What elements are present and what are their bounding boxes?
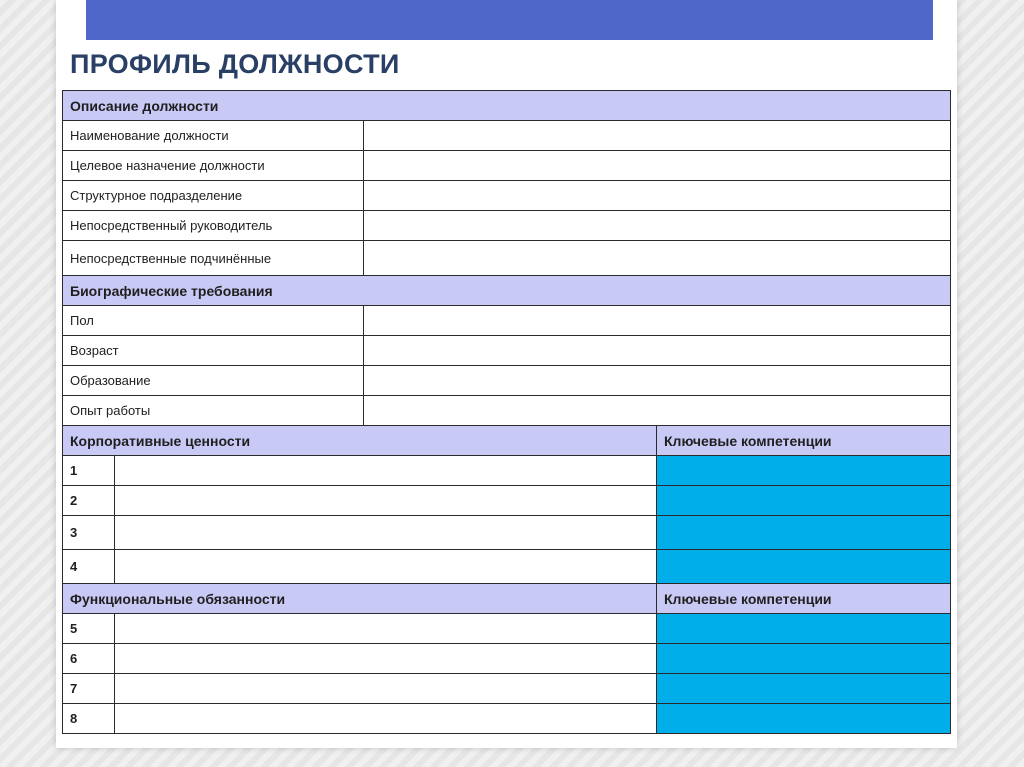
field-label-department: Структурное подразделение (63, 181, 364, 211)
competency-cell[interactable] (657, 516, 951, 550)
field-label-gender: Пол (63, 306, 364, 336)
field-value-education[interactable] (364, 366, 951, 396)
field-label-subordinates: Непосредственные подчинённые (63, 241, 364, 276)
duty-cell[interactable] (115, 704, 657, 734)
competency-cell[interactable] (657, 614, 951, 644)
competency-cell[interactable] (657, 486, 951, 516)
table-row (63, 241, 951, 276)
row-number: 2 (63, 486, 115, 516)
page-title: ПРОФИЛЬ ДОЛЖНОСТИ (70, 49, 400, 79)
field-label-experience: Опыт работы (63, 396, 364, 426)
competency-cell[interactable] (657, 644, 951, 674)
field-value-age[interactable] (364, 336, 951, 366)
section-header-row (63, 584, 951, 614)
table-row (63, 211, 951, 241)
field-value-subordinates[interactable] (364, 241, 951, 276)
section-header-row (63, 276, 951, 306)
field-label-position-purpose: Целевое назначение должности (63, 151, 364, 181)
field-value-manager[interactable] (364, 211, 951, 241)
table-row (63, 486, 951, 516)
row-number: 1 (63, 456, 115, 486)
table-row (63, 516, 951, 550)
competency-cell[interactable] (657, 674, 951, 704)
section-header-competencies: Ключевые компетенции (657, 584, 951, 614)
field-label-education: Образование (63, 366, 364, 396)
table-row (63, 396, 951, 426)
table-row (63, 306, 951, 336)
table-row (63, 456, 951, 486)
section-header-bio: Биографические требования (63, 276, 951, 306)
table-row (63, 181, 951, 211)
table-row (63, 151, 951, 181)
field-value-department[interactable] (364, 181, 951, 211)
field-value-experience[interactable] (364, 396, 951, 426)
value-cell[interactable] (115, 516, 657, 550)
section-header-competencies: Ключевые компетенции (657, 426, 951, 456)
duty-cell[interactable] (115, 644, 657, 674)
field-label-age: Возраст (63, 336, 364, 366)
table-row (63, 336, 951, 366)
section-header-duties: Функциональные обязанности (63, 584, 657, 614)
competency-cell[interactable] (657, 456, 951, 486)
value-cell[interactable] (115, 550, 657, 584)
section-header-values: Корпоративные ценности (63, 426, 657, 456)
section-header-description: Описание должности (63, 91, 951, 121)
field-value-position-purpose[interactable] (364, 151, 951, 181)
table-row (63, 674, 951, 704)
competency-cell[interactable] (657, 704, 951, 734)
row-number: 8 (63, 704, 115, 734)
row-number: 6 (63, 644, 115, 674)
field-label-position-name: Наименование должности (63, 121, 364, 151)
field-label-manager: Непосредственный руководитель (63, 211, 364, 241)
row-number: 3 (63, 516, 115, 550)
table-row (63, 550, 951, 584)
table-row (63, 366, 951, 396)
field-value-position-name[interactable] (364, 121, 951, 151)
profile-table (62, 90, 951, 734)
section-header-row (63, 426, 951, 456)
competency-cell[interactable] (657, 550, 951, 584)
duty-cell[interactable] (115, 614, 657, 644)
value-cell[interactable] (115, 456, 657, 486)
value-cell[interactable] (115, 486, 657, 516)
table-row (63, 704, 951, 734)
table-row (63, 121, 951, 151)
section-header-row (63, 91, 951, 121)
row-number: 5 (63, 614, 115, 644)
table-row (63, 644, 951, 674)
duty-cell[interactable] (115, 674, 657, 704)
table-row (63, 614, 951, 644)
row-number: 7 (63, 674, 115, 704)
row-number: 4 (63, 550, 115, 584)
field-value-gender[interactable] (364, 306, 951, 336)
top-accent-bar (86, 0, 933, 40)
